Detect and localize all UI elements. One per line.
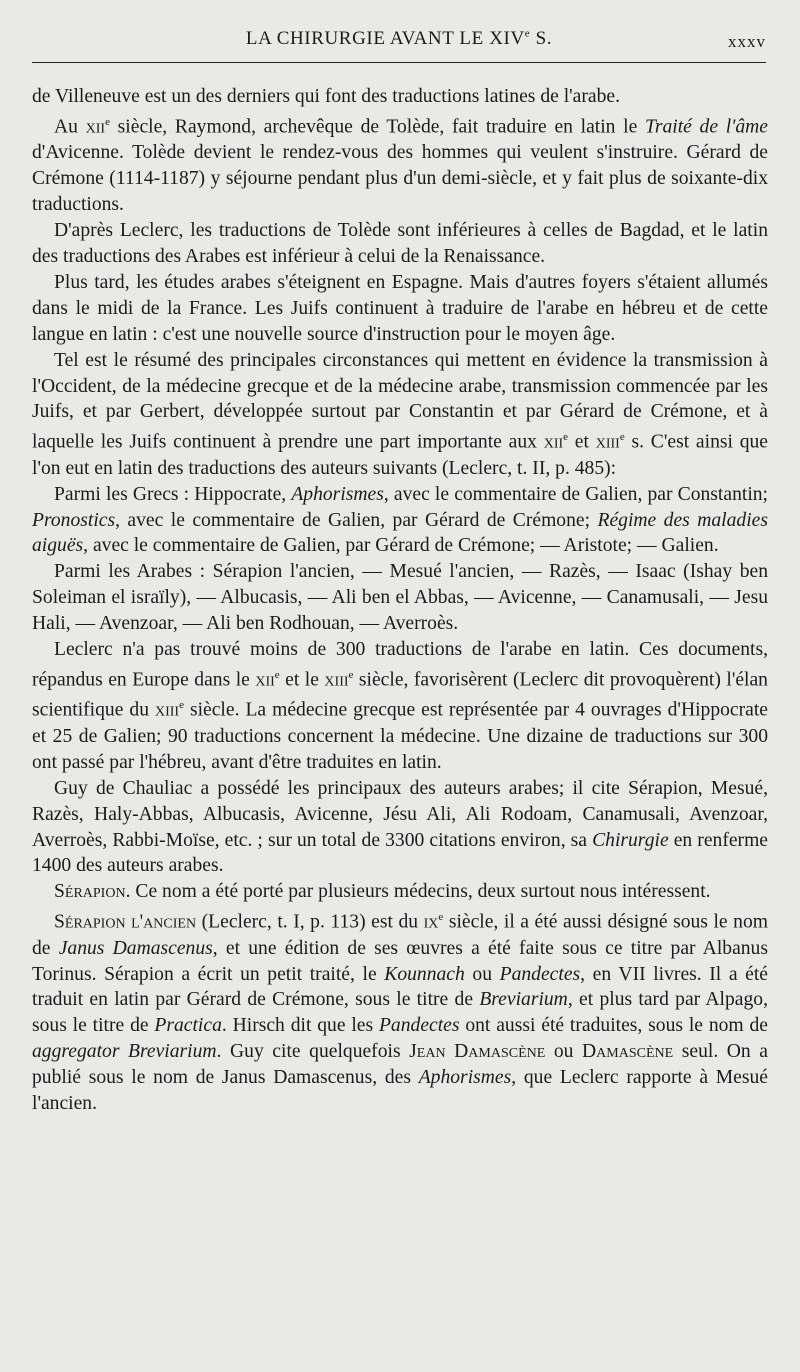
paragraph-8: Leclerc n'a pas trouvé moins de 300 traductions de l'arabe en latin. Ces documents, répandus en Europe dans le xii$^e$ et le xiii$^e$ siècle, favorisèrent (Leclerc dit provoquèrent) l'élan scientifique du xiii$^e$ siècle. La médecine grecque est représentée par 4 ouvrages d'Hippocrate et 25 de Galien; 90 traductions concernent la médecine. Une dizaine de traductions sur 300 ont passé par l'hébreu, avant d'être traduites en latin. <box>32 639 768 773</box>
paragraph-10: Sérapion. Ce nom a été porté par plusieurs médecins, deux surtout nous intéressent. <box>54 881 711 903</box>
paragraph-4: Plus tard, les études arabes s'éteignent en Espagne. Mais d'autres foyers s'étaient allumés dans le midi de la France. Les Juifs continuent à traduire de l'arabe en hébreu et de cette langue en latin : c'est une nouvelle source d'instruction pour le moyen âge. <box>32 271 768 345</box>
paragraph-3: D'après Leclerc, les traductions de Tolède sont inférieures à celles de Bagdad, et le latin des traductions des Arabes est inférieur à celui de la Renaissance. <box>32 220 768 267</box>
paragraph-6: Parmi les Grecs : Hippocrate, Aphorismes, avec le commentaire de Galien, par Constantin; Pronostics, avec le commentaire de Galien, par Gérard de Crémone; Régime des maladies aiguës, avec le commentaire de Galien, par Gérard de Crémone; — Aristote; — Galien. <box>32 483 768 557</box>
body-text <box>32 84 768 1117</box>
page-header <box>32 26 766 60</box>
page-number: xxxv <box>728 32 766 51</box>
header-rule <box>32 62 766 63</box>
paragraph-9: Guy de Chauliac a possédé les principaux des auteurs arabes; il cite Sérapion, Mesué, Razès, Haly-Abbas, Albucasis, Avicenne, Jésu Ali, Ali Rodoam, Canamusali, Avenzoar, Averroès, Rabbi-Moïse, etc. ; sur un total de 3300 citations environ, sa Chirurgie en renferme 1400 des auteurs arabes. <box>32 777 769 877</box>
paragraph-2: Au xii$^e$ siècle, Raymond, archevêque de Tolède, fait traduire en latin le Traité de l'âme d'Avicenne. Tolède devient le rendez-vous des hommes qui veulent s'instruire. Gérard de Crémone (1114-1187) y séjourne pendant plus d'un demi-siècle, et y fait plus de soixante-dix traductions. <box>32 115 769 216</box>
paragraph-7: Parmi les Arabes : Sérapion l'ancien, — Mesué l'ancien, — Razès, — Isaac (Ishay ben Soleiman el israïly), — Albucasis, — Ali ben el Abbas, — Avicenne, — Canamusali, — Jesu Hali, — Avenzoar, — Ali ben Rodhouan, — Averroès. <box>32 561 768 635</box>
paragraph-1: de Villeneuve est un des derniers qui font des traductions latines de l'arabe. <box>32 86 620 107</box>
running-title <box>32 28 766 50</box>
paragraph-5: Tel est le résumé des principales circonstances qui mettent en évidence la transmission à l'Occident, de la médecine grecque et de la médecine arabe, transmission commencée par les Juifs, et par Gerbert, développée surtout par Constantin et par Gérard de Crémone, et à laquelle les Juifs continuent à prendre une part importante aux xii$^e$ et xiii$^e$ s. C'est ainsi que l'on eut en latin des traductions des auteurs suivants (Leclerc, t. II, p. 485): <box>32 349 768 479</box>
running-title-text: LA CHIRURGIE AVANT LE XIVe S. <box>245 28 553 50</box>
paragraph-11: Sérapion l'ancien (Leclerc, t. I, p. 113) est du $ix^e$ siècle, il a été aussi désigné sous le nom de Janus Damascenus, et une édition de ses œuvres a été faite sous ce titre par Albanus Torinus. Sérapion a écrit un petit traité, le Kounnach ou Pandectes, en VII livres. Il a été traduit en latin par Gérard de Crémone, sous le titre de Breviarium, et plus tard par Alpago, sous le titre de Practica. Hirsch dit que les Pandectes ont aussi été traduites, sous le nom de aggregator Breviarium. Guy cite quelquefois Jean Damascène ou Damascène seul. On a publié sous le nom de Janus Damascenus, des Aphorismes, que Leclerc rapporte à Mesué l'ancien. <box>32 911 769 1115</box>
